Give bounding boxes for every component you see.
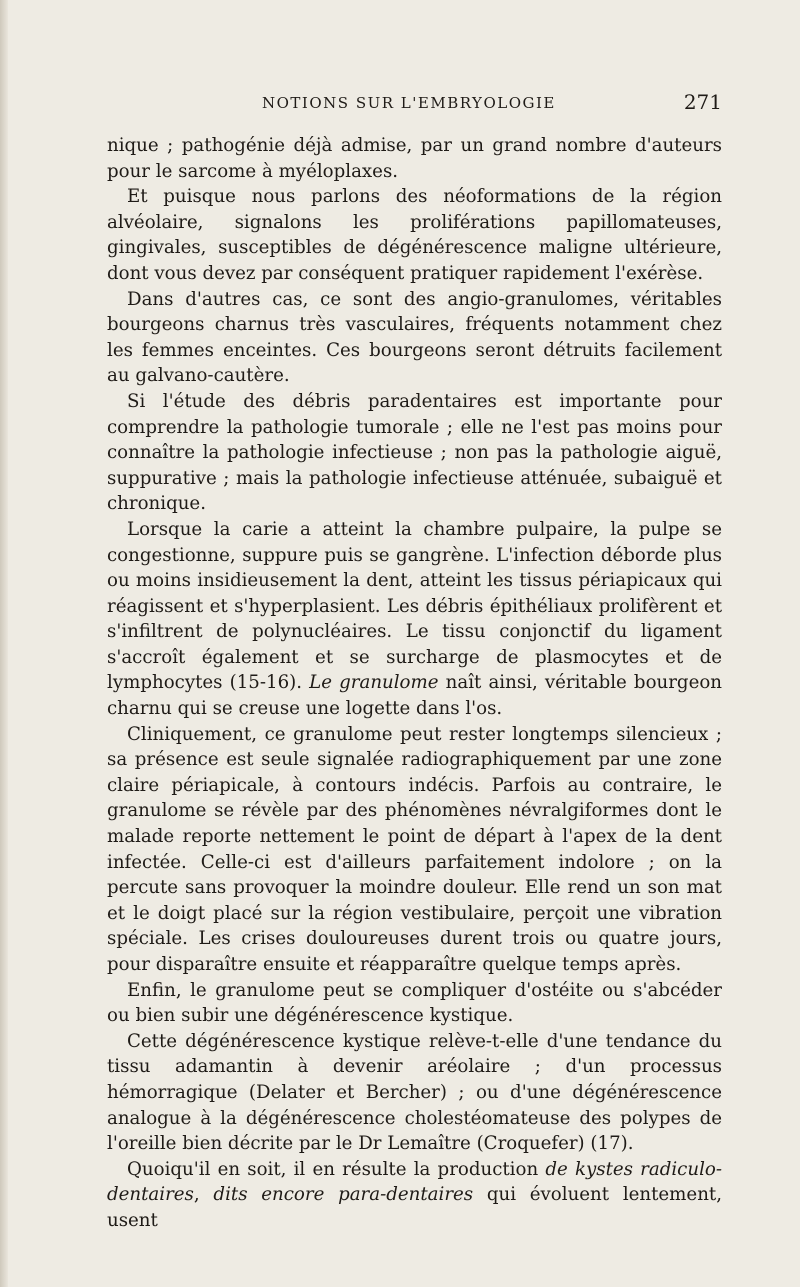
italic-text: Le granulome bbox=[309, 672, 439, 694]
text-run: Si l'étude des débris paradentaires est importante pour comprendre la pathologie tumorale ; elle ne l'est pas moins pour connaître la pathologie infectieuse ; non pas la pathologie aiguë, suppurative ; mais la pathologie infectieuse atténuée, subaiguë et chronique. bbox=[107, 390, 722, 515]
paragraph bbox=[107, 1029, 722, 1157]
paragraph bbox=[107, 287, 722, 389]
paragraph bbox=[107, 133, 722, 184]
text-run: Et puisque nous parlons des néoformations de la région alvéolaire, signalons les proliférations papillomateuses, gingivales, susceptibles de dégénérescence maligne ultérieure, dont vous devez par conséquent pratiquer rapidement l'exérèse. bbox=[107, 186, 722, 284]
text-run: qui évoluent lentement, usent bbox=[107, 1184, 722, 1231]
page-number: 271 bbox=[683, 90, 722, 114]
text-run: , bbox=[193, 1184, 214, 1206]
italic-text: de kystes radiculo-dentaires bbox=[107, 1158, 722, 1206]
paragraph bbox=[107, 978, 722, 1029]
text-run: Lorsque la carie a atteint la chambre pulpaire, la pulpe se congestionne, suppure puis se gangrène. L'infection déborde plus ou moins insidieusement la dent, atteint les tissus périapicaux qui réagissent et s'hyperplasient. Les débris épithéliaux prolifèrent et s'infiltrent de polynucléaires. Le tissu conjonctif du ligament s'accroît également et se surcharge de plasmocytes et de lymphocytes (15-16). bbox=[107, 518, 722, 694]
body-text bbox=[107, 133, 722, 1234]
paragraph bbox=[107, 184, 722, 286]
text-run: Cette dégénérescence kystique relève-t-elle d'une tendance du tissu adamantin à devenir aréolaire ; d'un processus hémorragique (Delater et Bercher) ; ou d'une dégénérescence analogue à la dégénérescence cholestéomateuse des polypes de l'oreille bien décrite par le Dr Lemaître (Croquefer) (17). bbox=[107, 1030, 722, 1155]
text-run: Quoiqu'il en soit, il en résulte la production bbox=[127, 1158, 546, 1180]
page-header bbox=[262, 90, 722, 116]
page-gutter-shadow bbox=[0, 0, 8, 1287]
paragraph bbox=[107, 389, 722, 517]
paragraph bbox=[107, 1157, 722, 1234]
text-run: naît ainsi, véritable bourgeon charnu qui se creuse une logette dans l'os. bbox=[107, 672, 723, 720]
paragraph bbox=[107, 722, 722, 978]
text-run: Cliniquement, ce granulome peut rester longtemps silencieux ; sa présence est seule signalée radiographiquement par une zone claire périapicale, à contours indécis. Parfois au contraire, le granulome se révèle par des phénomènes névralgiformes dont le malade reporte nettement le point de départ à l'apex de la dent infectée. Celle-ci est d'ailleurs parfaitement indolore ; on la percute sans provoquer la moindre douleur. Elle rend un son mat et le doigt placé sur la région vestibulaire, perçoit une vibration spéciale. Les crises douloureuses durent trois ou quatre jours, pour disparaître ensuite et réapparaître quelque temps après. bbox=[107, 723, 722, 975]
text-run: Dans d'autres cas, ce sont des angio-granulomes, véritables bourgeons charnus très vasculaires, fréquents notamment chez les femmes enceintes. Ces bourgeons seront détruits facilement au galvano-cautère. bbox=[107, 288, 722, 387]
italic-text: dits encore para-dentaires bbox=[213, 1184, 474, 1206]
text-run: nique ; pathogénie déjà admise, par un grand nombre d'auteurs pour le sarcome à myéloplaxes. bbox=[107, 135, 722, 182]
paragraph bbox=[107, 517, 722, 722]
text-run: Enfin, le granulome peut se compliquer d'ostéite ou s'abcéder ou bien subir une dégénérescence kystique. bbox=[107, 979, 722, 1027]
running-head: NOTIONS SUR L'EMBRYOLOGIE bbox=[262, 94, 556, 112]
